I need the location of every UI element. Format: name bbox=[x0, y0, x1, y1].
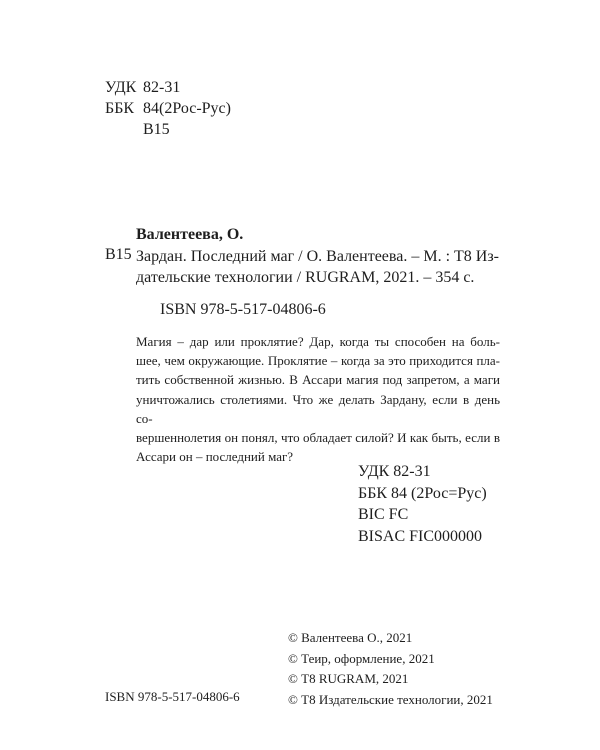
annotation-line: вершеннолетия он понял, что обладает силой? И как быть, если в bbox=[136, 430, 500, 446]
copyright-line: © Т8 Издательские технологии, 2021 bbox=[288, 691, 493, 707]
bisac-code: BISAC FIC000000 bbox=[358, 527, 483, 545]
card-description-line: дательские технологии / RUGRAM, 2021. – 354 с. bbox=[136, 269, 475, 286]
udk-value: 82-31 bbox=[143, 79, 181, 96]
classification-codes-block bbox=[358, 461, 487, 547]
bbk-code: ББК 84 (2Рос=Рус) bbox=[358, 484, 487, 502]
bbk-label: ББК bbox=[105, 100, 135, 117]
top-classification-codes bbox=[105, 77, 231, 140]
bbk-value: 84(2Рос-Рус) bbox=[143, 100, 231, 117]
card-description bbox=[136, 246, 500, 288]
annotation bbox=[136, 332, 500, 466]
bic-code: BIC FC bbox=[358, 506, 409, 523]
copyright-line: © Теир, оформление, 2021 bbox=[288, 650, 435, 666]
udk-row bbox=[105, 77, 231, 98]
bbk-row bbox=[105, 98, 231, 119]
copyright-block bbox=[288, 628, 493, 710]
card-author: Валентеева, О. bbox=[136, 226, 244, 243]
annotation-line: уничтожались столетиями. Что же делать Зардану, если в день со- bbox=[136, 391, 500, 426]
card-description-line: Зардан. Последний маг / О. Валентеева. – М. : Т8 Из- bbox=[136, 248, 499, 265]
annotation-line: Магия – дар или проклятие? Дар, когда ты способен на боль- bbox=[136, 334, 500, 349]
copyright-line: © Т8 RUGRAM, 2021 bbox=[288, 671, 409, 686]
annotation-line: тить собственной жизнью. В Ассари магия под запретом, а маги bbox=[136, 372, 500, 388]
annotation-line: шее, чем окружающие. Проклятие – когда за это приходится пла- bbox=[136, 353, 500, 369]
card-isbn: ISBN 978-5-517-04806-6 bbox=[160, 301, 326, 318]
author-mark: В15 bbox=[143, 121, 170, 138]
author-mark-row bbox=[105, 119, 231, 140]
isbn-bottom: ISBN 978-5-517-04806-6 bbox=[105, 689, 240, 704]
copyright-line: © Валентеева О., 2021 bbox=[288, 630, 413, 645]
annotation-line: Ассари он – последний маг? bbox=[136, 449, 294, 465]
udk-label: УДК bbox=[105, 79, 137, 96]
card-author-mark: В15 bbox=[105, 246, 132, 263]
udk-code: УДК 82-31 bbox=[358, 463, 431, 480]
